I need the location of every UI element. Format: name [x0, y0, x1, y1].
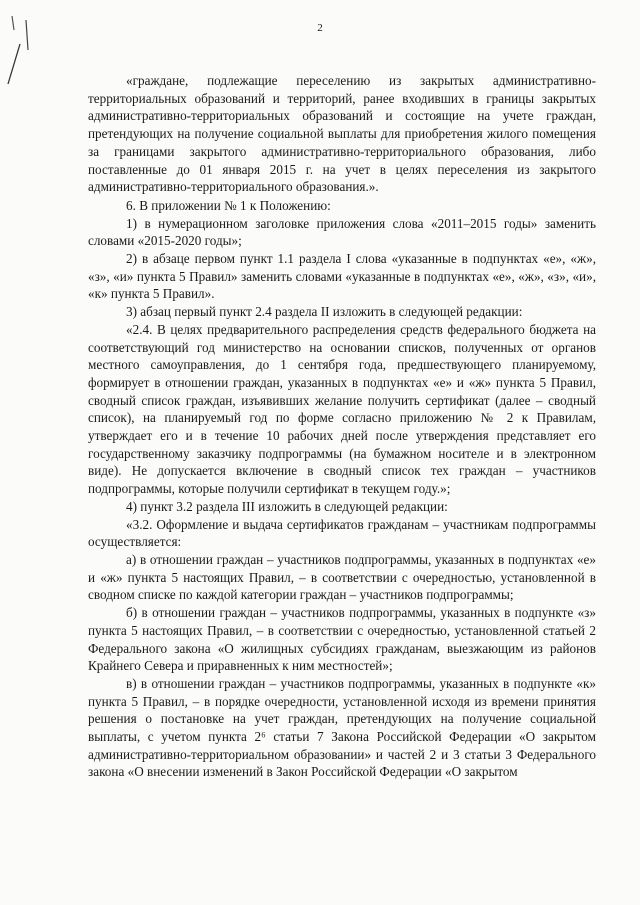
paragraph-subclause-a: а) в отношении граждан – участников подпрограммы, указанных в подпунктах «е» и «ж» пункта 5 настоящих Правил, – в соответствии с очередностью, установленной в сводном списке по каждой категории граждан – участников подпрограммы; — [88, 551, 596, 603]
paragraph-item-1: 1) в нумерационном заголовке приложения слова «2011–2015 годы» заменить словами «2015-2020 годы»; — [88, 215, 596, 249]
paragraph-item-6: 6. В приложении № 1 к Положению: — [126, 197, 331, 213]
page-number: 2 — [317, 22, 323, 34]
paragraph-item-2: 2) в абзаце первом пункт 1.1 раздела I слова «указанные в подпунктах «е», «ж», «з», «и» пункта 5 Правил» заменить словами «указанные в подпунктах «е», «ж», «з», «и», «к» пункта 5 Правил». — [88, 251, 596, 302]
paragraph-subclause-v: в) в отношении граждан – участников подпрограммы, указанных в подпункте «к» пункта 5 Правил, – в порядке очередности, установленной исходя из времени принятия решения о постановке на учет граждан, претендующих на получение социальной выплаты, с учетом пункта 2⁶ статьи 7 Закона Российской Федерации «О закрытом административно-территориальном образовании» и частей 2 и 3 статьи 3 Федерального закона «О внесении изменений в Закон Российской Федерации «О закрытом — [88, 675, 596, 780]
margin-pen-marks — [0, 0, 60, 90]
document-body — [88, 72, 596, 781]
paragraph-subclause-b: б) в отношении граждан – участников подпрограммы, указанных в подпункте «з» пункта 5 настоящих Правил, – в соответствии с очередностью, установленной статьей 2 Федерального закона «О жилищных субсидиях гражданам, выезжающим из районов Крайнего Севера и приравненных к ним местностей»; — [88, 605, 596, 674]
paragraph-definition: «граждане, подлежащие переселению из закрытых административно-территориальных образований и территорий, ранее входивших в границы закрытых административно-территориальных образований и состоящие на учете граждан, претендующих на получение социальной выплаты для приобретения жилого помещения за границами закрытого административно-территориального образования, либо поставленные до 01 января 2015 г. на учет в целях переселения из закрытого административно-территориального образования.». — [88, 73, 596, 195]
paragraph-item-3: 3) абзац первый пункт 2.4 раздела II изложить в следующей редакции: — [126, 304, 523, 320]
paragraph-clause-2-4: «2.4. В целях предварительного распределения средств федерального бюджета на соответствующий год министерство на основании списков, полученных от органов местного самоуправления, до 1 сентября года, предшествующего планируемому, формирует в отношении граждан, указанных в подпунктах «е» и «ж» пункта 5 Правил, сводный список граждан, изъявивших желание получить сертификат (далее – сводный список), на планируемый год по форме согласно приложению № 2 к Правилам, утверждает его и в течение 10 рабочих дней после утверждения представляет его государственному заказчику подпрограммы (на бумажном носителе и в электронном виде). Не допускается включение в сводный список тех граждан – участников подпрограммы, которые получили сертификат в текущем году.»; — [88, 321, 596, 497]
paragraph-clause-3-2: «3.2. Оформление и выдача сертификатов гражданам – участникам подпрограммы осуществляется: — [88, 516, 596, 550]
paragraph-item-4: 4) пункт 3.2 раздела III изложить в следующей редакции: — [126, 498, 448, 514]
